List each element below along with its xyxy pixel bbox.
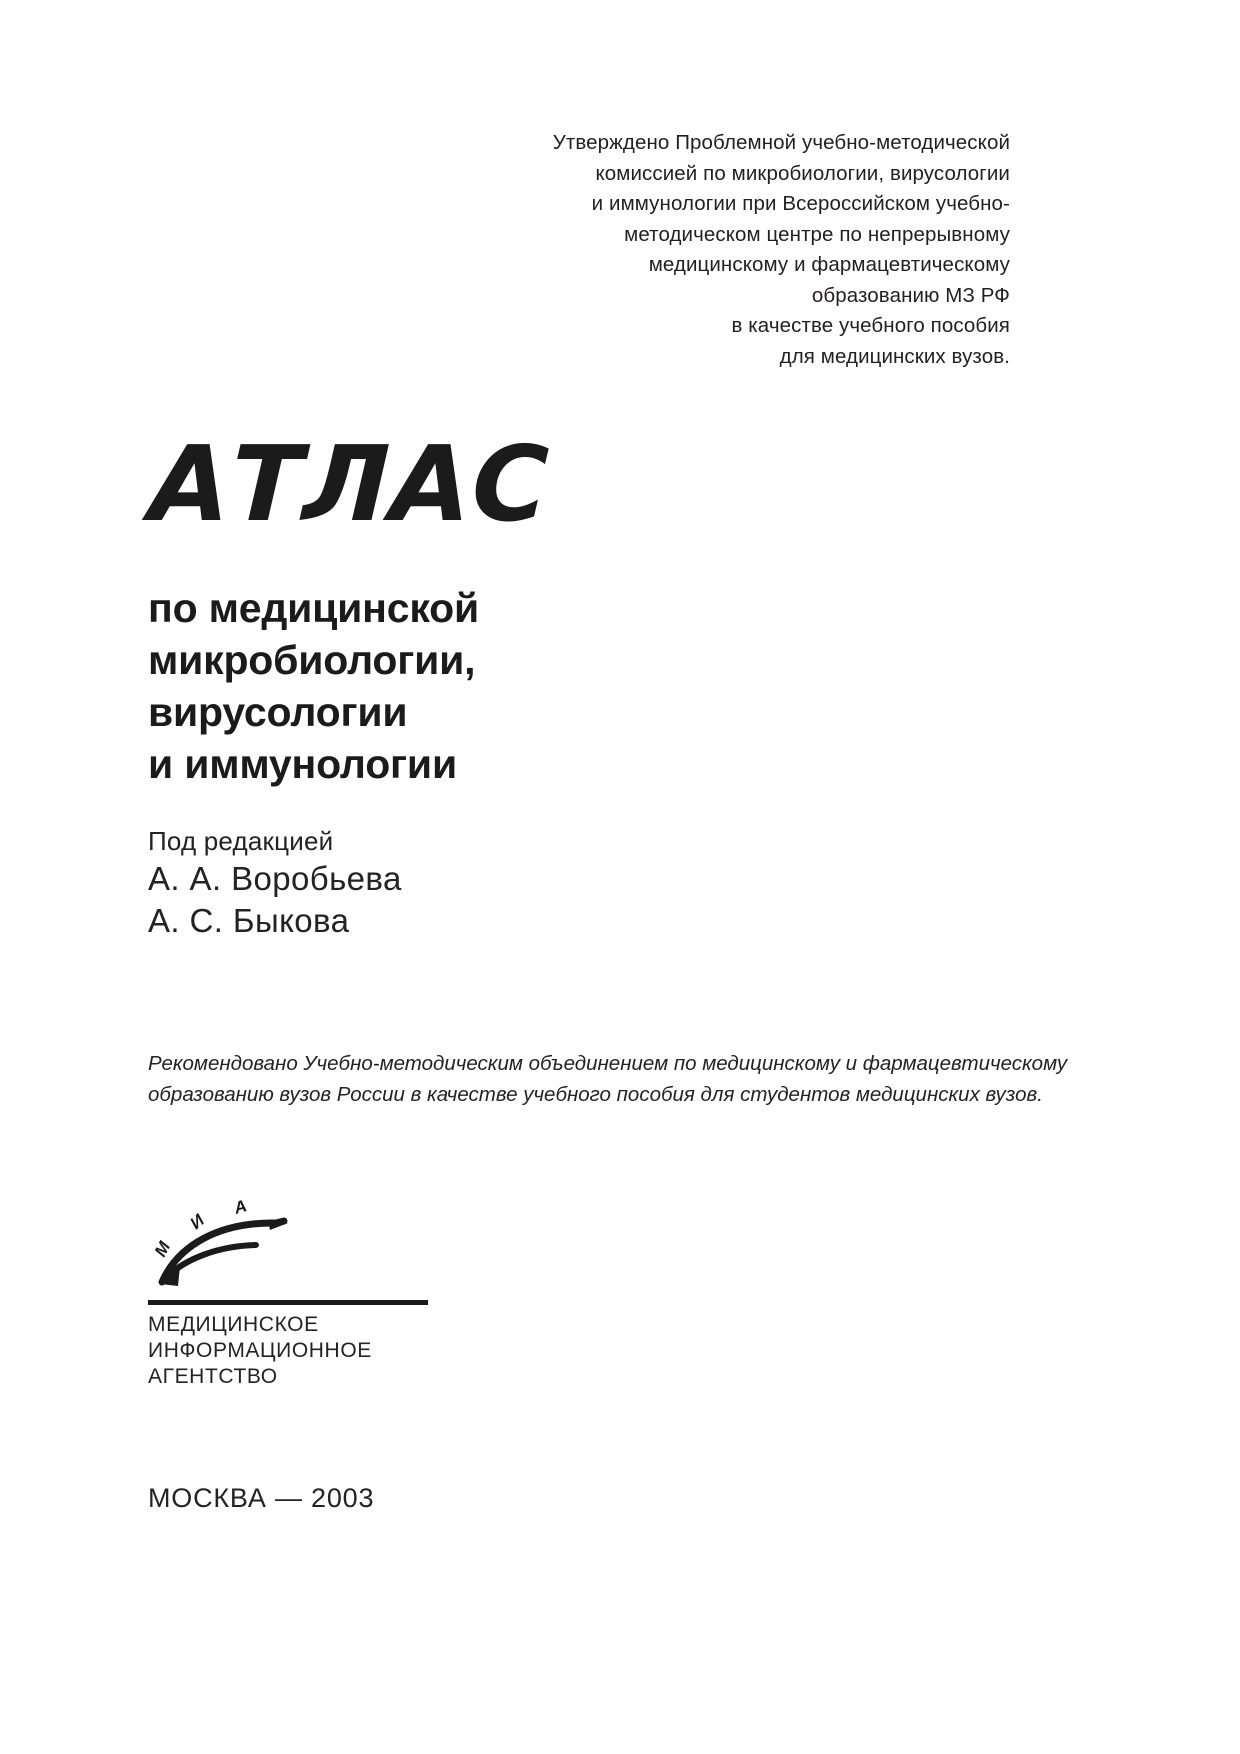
editors-block — [148, 824, 668, 942]
book-title: АТЛАС — [147, 423, 552, 545]
approval-line: Утверждено Проблемной учебно-методической — [552, 131, 1010, 154]
approval-line: медицинскому и фармацевтическому — [648, 253, 1010, 276]
subtitle-line: микробиологии, — [148, 637, 476, 683]
title-block — [147, 423, 848, 545]
book-subtitle — [148, 582, 788, 790]
logo-divider-rule — [148, 1300, 428, 1305]
approval-statement — [490, 128, 1010, 372]
approval-line: и иммунологии при Всероссийском учебно- — [591, 192, 1010, 215]
mia-logo-letter-m: М — [150, 1238, 175, 1260]
mia-logo-letter-i: И — [186, 1210, 208, 1234]
subtitle-line: вирусологии — [148, 689, 408, 735]
publisher-name-line: МЕДИЦИНСКОЕ — [148, 1313, 319, 1336]
recommendation-line: Рекомендовано Учебно-методическим объединением по медицинскому и фармацевтическому — [148, 1052, 1068, 1075]
approval-line: образованию МЗ РФ — [811, 283, 1010, 307]
recommendation-line: образованию вузов России в качестве учебного пособия для студентов медицинских вузов. — [148, 1083, 1043, 1106]
editor-name: А. А. Воробьева — [148, 860, 402, 897]
recommendation-note — [148, 1048, 1096, 1110]
approval-line: для медицинских вузов. — [779, 344, 1010, 368]
mia-logo-letter-a: А — [231, 1196, 249, 1218]
publisher-name-line: АГЕНТСТВО — [148, 1365, 278, 1388]
publisher-block — [148, 1196, 478, 1390]
subtitle-line: по медицинской — [148, 585, 479, 631]
editors-lead-label: Под редакцией — [148, 826, 334, 856]
editor-name: А. С. Быкова — [148, 902, 350, 939]
subtitle-line: и иммунологии — [148, 741, 457, 787]
approval-line: в качестве учебного пособия — [731, 314, 1010, 337]
publisher-name — [148, 1312, 478, 1390]
mia-logo-icon — [148, 1196, 348, 1296]
imprint-city-year: МОСКВА — 2003 — [148, 1483, 375, 1513]
approval-line: методическом центре по непрерывному — [624, 222, 1010, 246]
approval-line: комиссией по микробиологии, вирусологии — [595, 161, 1010, 185]
publisher-name-line: ИНФОРМАЦИОННОЕ — [148, 1339, 372, 1362]
